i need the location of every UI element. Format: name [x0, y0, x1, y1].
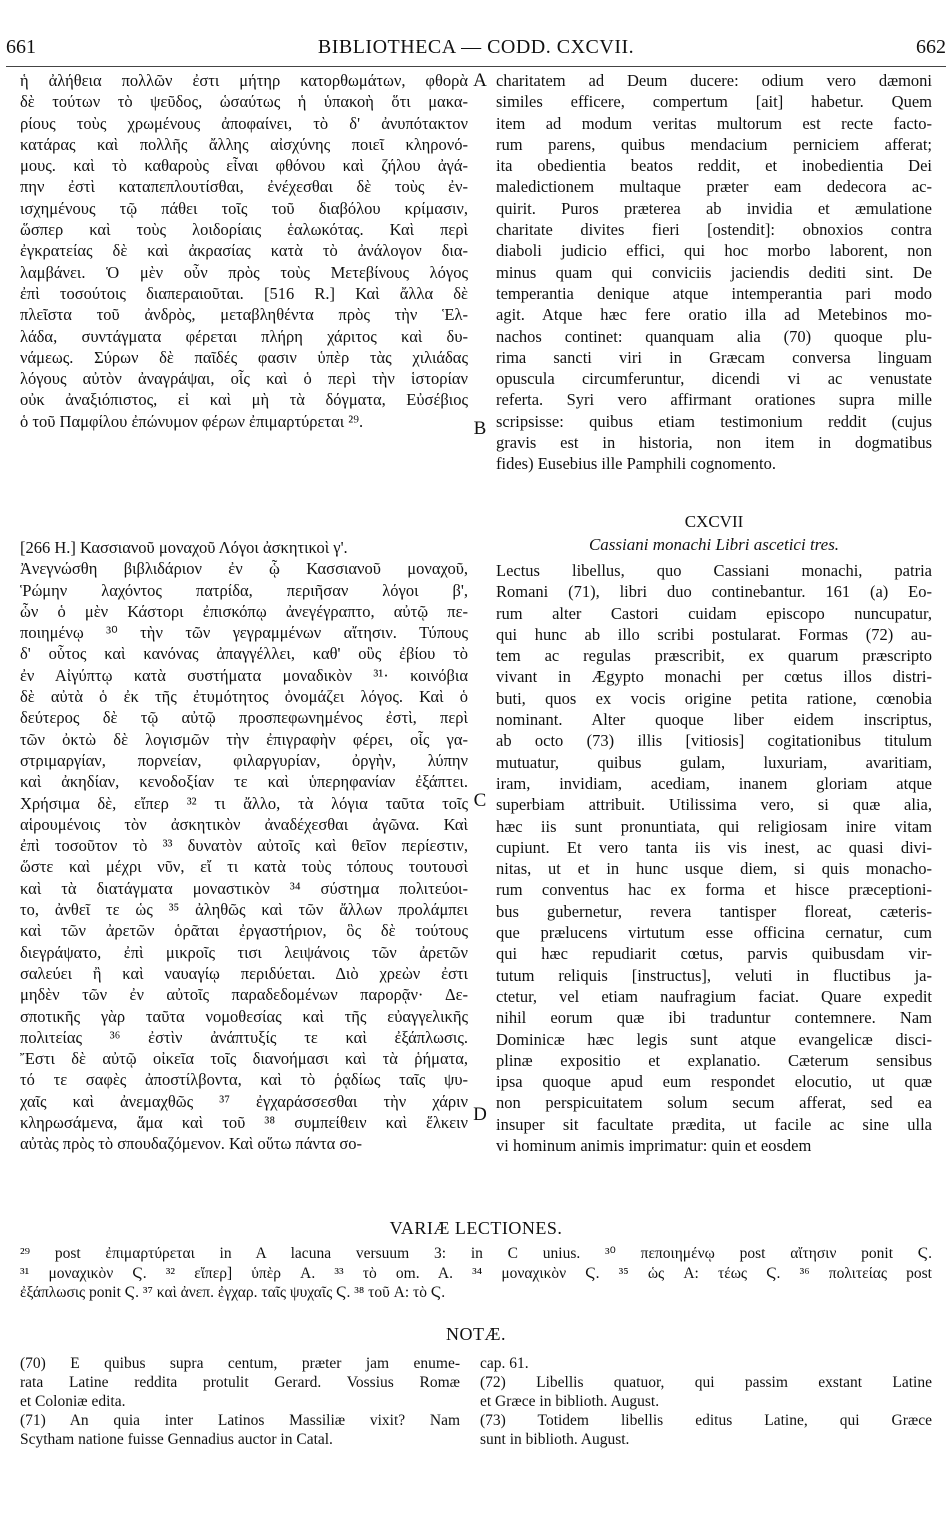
greek-text-line: ὥστε καὶ μέχρι νῦν, εἴ τι κατὰ τοὺς τόπους τουτουσὶ	[20, 857, 468, 877]
greek-text-line: μους. καὶ τὸ καθαροὺς εἶναι φθόνου καὶ ζήλου ἀγά-	[20, 156, 468, 176]
running-header	[6, 36, 946, 64]
latin-text-line: quirit. Puros præterea ab invidia et æmulatione	[496, 198, 932, 218]
latin-text-line: agit. Atque hæc fere oratio illa ad Metebinos mo-	[496, 305, 932, 325]
greek-text-line: διεγράψατο, ἐπὶ μικροῖς τισι λειψάνοις τῶν ἀρετῶν	[20, 942, 468, 962]
latin-text-line: ab octo (73) illis [vitiosis] cogitationibus titulum	[496, 731, 932, 751]
note-line: (71) An quia inter Latinos Massiliæ vixit? Nam	[20, 1412, 460, 1429]
left-page-number: 661	[6, 36, 36, 58]
note-line: (70) E quibus supra centum, præter jam enume-	[20, 1355, 460, 1372]
latin-text-line: nitas, ut et in hunc usque diem, si quis monacho-	[496, 859, 932, 879]
variant-reading-line: ²⁹ post ἐπιμαρτύρεται in A lacuna versuum 3: in C unius. ³⁰ πεποιημένῳ post αἴτησιν ponit Ϛ.	[20, 1245, 932, 1262]
greek-text-line: ἡ ἀλήθεια πολλῶν ἐστι μήτηρ κατορθωμάτων, φθορὰ	[20, 71, 468, 90]
latin-text-line: insuper sit facultate prædita, ut facile ac sine ulla	[496, 1114, 932, 1134]
latin-text-line: ipsa quoque apud eum respondet elocutio, ut quæ	[496, 1072, 932, 1092]
greek-text-line: πλεῖστα τοῦ ἀνδρὸς, μεταβληθέντα πρὸς τὴν Ἑλ-	[20, 305, 468, 325]
note-line: (73) Totidem libellis editus Latine, qui Græce	[480, 1412, 932, 1429]
latin-text-line: que prælucens virtutum esse officina cernatur, cum	[496, 923, 932, 943]
latin-text-line: diaboli judicio effici, qui hoc morbo laborent, non	[496, 241, 932, 261]
greek-text-line: δεύτερος δὲ τῷ αὐτῷ προσπεφωνημένος ἐστὶ, περὶ	[20, 708, 468, 728]
latin-text-line: similes efficere, compertum [ait] habetur. Quem	[496, 92, 932, 112]
variae-lectiones-title: VARIÆ LECTIONES.	[389, 1218, 563, 1238]
latin-column-bottom	[496, 560, 932, 1156]
greek-text-line: σποτικῆς γὰρ ταῦτα νομοθεσίας καὶ τῆς εὐαγγελικῆς	[20, 1006, 468, 1026]
running-title: BIBLIOTHECA — CODD. CXCVII.	[317, 36, 635, 58]
margin-letter-c: C	[473, 790, 487, 811]
greek-text-line: αὐτὰς πρὸς τὸ σπουδαζόμενον. Καὶ οὕτω πάντα σο-	[20, 1134, 362, 1154]
greek-text-line: ἐγκρατείας δὲ καὶ ἀκρασίας κατὰ τὸ ἀνάλογον δια-	[20, 241, 468, 261]
latin-text-line: hæc iis sunt pronuntiata, qui religiosam inire vitam	[496, 816, 932, 836]
greek-text-line: λαμβάνει. Ὁ μὲν οὖν πρὸς τοὺς Μετεβίνους λόγος	[20, 262, 468, 282]
latin-text-line: minus quam qui conviciis jaciendis dediti sint. De	[496, 262, 932, 282]
latin-text-line: opuscula circumferuntur, dicendi vi ac venustate	[496, 369, 932, 389]
latin-text-line: nominant. Alter quoque liber eidem inscriptus,	[496, 710, 932, 730]
latin-text-line: charitatem ad Deum ducere: odium vero dæmoni	[496, 71, 932, 90]
greek-text-line: ὁ τοῦ Παμφίλου ἐπώνυμον φέρων ἐπιμαρτύρεται ²⁹.	[20, 411, 364, 431]
greek-text-line: πην ἐστὶ καταπεπλουτίσθαι, ἐνέχεσθαι δὲ τοὺς ἐν-	[20, 177, 468, 197]
header-rule	[6, 66, 946, 67]
greek-text-line: τῶν ὀκτὼ δὲ λογισμῶν τὴν ἐπιγραφὴν φέρει, οἷς γα-	[20, 729, 468, 749]
greek-text-line: στριμαργίαν, πορνείαν, φιλαργυρίαν, ὀργὴν, λύπην	[20, 750, 468, 770]
latin-text-line: buti, quos ex vocis origine petita ratione, cœnobia	[496, 688, 932, 708]
note-line: et Coloniæ edita.	[20, 1393, 126, 1410]
latin-text-line: rima sancti viri in Græcam conversa linguam	[496, 347, 932, 367]
section-number: CXCVII	[684, 512, 744, 531]
note-line: rata Latine reddita protulit Gerard. Vossius Romæ	[20, 1374, 460, 1391]
greek-text-line: το, ἀνθεῖ τε ὡς ³⁵ ἀληθῶς καὶ τῶν ἄλλων προλάμπει	[20, 900, 468, 920]
greek-text-line: καὶ τῶν ἀρετῶν ὁρᾶται ἐργαστήριον, ὃς δὲ τούτους	[20, 921, 468, 941]
greek-text-line: τό τε σαφὲς ἀποστίλβοντα, καὶ τὸ ῥᾳδίως ταῖς ψυ-	[20, 1070, 468, 1090]
greek-text-line: ὥσπερ καὶ τοὺς λοιδορίαις ἑαλωκότας. Καὶ περὶ	[20, 220, 468, 240]
latin-text-line: Romani (71), libri duo continebantur. 161 (a) Eo-	[496, 582, 932, 602]
greek-text-line: λάδα, συντάγματα φέρεται πλήρη χάριτος καὶ δυ-	[20, 326, 468, 346]
latin-text-line: tem ac regulas præscribit, ex quarum præscripto	[496, 646, 932, 666]
note-line: sunt in biblioth. August.	[480, 1431, 630, 1448]
latin-text-line: ita obedientia beatos reddit, et inobedientia Dei	[496, 156, 932, 176]
greek-text-line: Ῥώμην λαχόντος πατρίδα, περιῆσαν λόγοι β',	[20, 580, 468, 600]
latin-text-line: temperantia denique atque intemperantia pari modo	[496, 283, 932, 303]
greek-text-line: καὶ τὰ διατάγματα μοναστικὸν ³⁴ σύστημα πολιτεύοι-	[20, 878, 468, 898]
latin-column-top	[496, 70, 932, 475]
latin-text-line: fides) Eusebius ille Pamphili cognomento.	[496, 454, 777, 474]
latin-text-line: non perspicuitatem solum secum afferat, sed ea	[496, 1093, 932, 1113]
greek-text-line: ποιημένῳ ³⁰ τὴν τῶν γεγραμμένων αἴτησιν. Τύπους	[20, 623, 468, 643]
greek-text-line: αἱρουμένοις τὸν ἀσκητικὸν ἀναδέχεσθαι ἀγῶνα. Καὶ	[20, 814, 468, 834]
latin-text-line: plinæ expositio et explanatio. Cæterum sensibus	[496, 1050, 932, 1070]
latin-text-line: cupiunt. Et vero tanta iis vis inest, ac quasi divi-	[496, 837, 932, 857]
notae-title: NOTÆ.	[446, 1324, 506, 1344]
right-page-number: 662	[916, 36, 946, 58]
variant-reading-line: ἐξάπλωσις ponit Ϛ. ³⁷ καὶ ἀνεπ. ἐγχαρ. ταῖς ψυχαῖς Ϛ. ³⁸ τοῦ A: τὸ Ϛ.	[20, 1284, 446, 1301]
greek-text-line: ισχημένους τῷ πάθει τοῖς τοῦ διαβόλου κρίμασιν,	[20, 198, 468, 218]
latin-text-line: maledictionem multaque præter eam dedecora ac-	[496, 177, 932, 197]
margin-letter-d: D	[473, 1104, 487, 1125]
greek-text-line: δ' οὗτος καὶ κανόνας ἀπαγγέλλει, καθ' οὓς ἐβίου τὸ	[20, 644, 468, 664]
latin-text-line: item ad modum veritas multorum est recte facto-	[496, 113, 932, 133]
margin-letter-a: A	[473, 70, 487, 91]
latin-text-line: nihil eorum quæ ibi traduntur contemnere. Nam	[496, 1008, 932, 1028]
latin-text-line: tutum reliquis [instructus], veluti in fluctibus ja-	[496, 965, 932, 985]
variant-reading-line: ³¹ μοναχικὸν Ϛ. ³² εἴπερ] ὑπὲρ A. ³³ τὸ om. A. ³⁴ μοναχικὸν Ϛ. ³⁵ ὡς A: τέως Ϛ. ³⁶ πολιτείας post	[20, 1264, 932, 1282]
latin-text-line: bus gubernetur, revera tantisper floreat, cæteris-	[496, 901, 932, 921]
note-line: (72) Libellis quatuor, qui passim exstant Latine	[480, 1374, 932, 1391]
greek-text-line: Ἀνεγνώσθη βιβλιδάριον ἐν ᾧ Κασσιανοῦ μοναχοῦ,	[20, 559, 468, 579]
latin-text-line: rum conventus hac ex forma et hisce præceptioni-	[496, 880, 932, 900]
latin-text-line: charitate divites fieri [ostendit]: obnoxios contra	[496, 220, 932, 240]
latin-text-line: rum alter Castori cuidam episcopo nuncupatur,	[496, 603, 932, 623]
greek-text-line: χαῖς καὶ ἀνεμαχθῶς ³⁷ ἐγχαράσσεσθαι τὴν χάριν	[20, 1091, 468, 1111]
notes-right-column	[480, 1354, 932, 1449]
greek-text-line: ρίους τοὺς χρωμένους ἀποφαίνει, τὸ δ' ἀνυπότακτον	[20, 113, 468, 133]
greek-text-line: δὲ τούτων τὸ ψεῦδος, ὡσαύτως ἡ ὑπακοὴ ὅτι μακα-	[20, 92, 468, 112]
greek-text-line: κληρωσάμενα, ἅμα καὶ τοῦ ³⁸ συμπείθειν καὶ ἕλκειν	[20, 1113, 468, 1133]
latin-text-line: nachos continet: quanquam alia (70) quoque plu-	[496, 326, 932, 346]
latin-text-line: vivant in Ægypto monachi per cœtus illos distri-	[496, 667, 932, 687]
latin-text-line: vi hominum animis imprimatur: quin et eosdem	[496, 1136, 812, 1156]
greek-text-line: Χρήσιμα δὲ, εἴπερ ³² τι ἄλλο, τὰ λόγια ταῦτα τοῖς	[20, 793, 468, 813]
latin-text-line: scripsisse: quibus etiam testimonium reddit (cujus	[496, 411, 932, 431]
greek-text-line: ἐπὶ τοσοῦτον τὸ ³³ δυνατὸν αὐτοῖς καὶ θεῖον περίεστιν,	[20, 836, 468, 856]
margin-letter-b: B	[473, 418, 487, 439]
latin-text-line: qui hunc ab illo scribi postularat. Formas (72) au-	[496, 624, 932, 644]
latin-text-line: rum parens, quibus mendacium perniciem afferat;	[496, 134, 932, 154]
latin-text-line: referta. Syri vero affirmant orationes supra mille	[496, 390, 932, 410]
greek-text-line: πολιτείας ³⁶ ἐστὶν ἀνάπτυξίς τε καὶ ἐξάπλωσις.	[20, 1027, 468, 1047]
greek-text-line: σαλεύει ἢ καὶ ναυαγίῳ περιδύεται. Διὸ χρεὼν ἐστι	[20, 963, 468, 983]
latin-text-line: mutuatur, quibus gulam, luxuriam, avaritiam,	[496, 752, 932, 772]
greek-column-top	[20, 70, 468, 432]
greek-text-line: κατάρας καὶ πολλῆς ἄλλης αἰσχύνης ποιεῖ κληρονό-	[20, 134, 468, 154]
variae-lectiones	[20, 1244, 932, 1303]
greek-text-line: ἐπὶ τοσούτοις διαπεραιοῦται. [516 R.] Καὶ ἄλλα δὲ	[20, 283, 468, 303]
note-line: Scytham natione fuisse Gennadius auctor in Catal.	[20, 1431, 333, 1448]
section-title: Cassiani monachi Libri ascetici tres.	[588, 535, 840, 554]
notes-left-column	[20, 1354, 460, 1449]
greek-text-line: καὶ ἀκηδίαν, κενοδοξίαν τε καὶ ὑπερηφανίαν ἐξάπτει.	[20, 772, 468, 792]
greek-text-line: μηδὲν τῶν ἐν αὐτοῖς παραδεδομένων παρορᾷν· Δε-	[20, 985, 468, 1005]
latin-text-line: ctetur, vel etiam naufragium faciat. Quare expedit	[496, 986, 932, 1006]
greek-text-line: ἐν Αἰγύπτῳ κατὰ συστήματα μοναδικὸν ³¹· κοινόβια	[20, 665, 468, 685]
note-line: cap. 61.	[480, 1355, 529, 1372]
latin-text-line: Lectus libellus, quo Cassiani monachi, patria	[496, 561, 932, 580]
greek-text-line: Ἔστι δὲ αὐτῷ οἰκεῖα τοῖς διανοήμασι καὶ τὰ ῥήματα,	[20, 1049, 468, 1069]
greek-text-line: ὧν ὁ μὲν Κάστορι ἐπισκόπῳ ἀνεγέγραπτο, αὐτῷ πε-	[20, 601, 468, 621]
latin-text-line: superbiam attribuit. Utilissima vero, si quæ alia,	[496, 795, 932, 815]
greek-text-line: λόγους αὐτὸν ἀναγράψαι, οἷς καὶ ὁ περὶ τὴν ἱστορίαν	[20, 369, 468, 389]
greek-text-line: [266 H.] Κασσιανοῦ μοναχοῦ Λόγοι ἀσκητικοὶ γ'.	[20, 538, 348, 557]
latin-text-line: qui hæc repudiarit cœtus, parvis quibusdam vir-	[496, 944, 932, 964]
note-line: et Græce in biblioth. August.	[480, 1393, 660, 1410]
greek-text-line: δὲ αὐτὰ ὁ ἐκ τῆς ἐτυμότητος ὀνομάζει λόγος. Καὶ ὁ	[20, 687, 468, 707]
latin-text-line: iram, invidiam, acediam, inanem gloriam atque	[496, 773, 932, 793]
greek-column-bottom	[20, 537, 468, 1155]
latin-text-line: Dominicæ hæc legis sunt atque evangelicæ disci-	[496, 1029, 932, 1049]
greek-text-line: νάμεως. Σύρων δὲ παῖδές φασιν ὑπὲρ τὰς χιλιάδας	[20, 347, 468, 367]
greek-text-line: οὐκ ἀναξιόπιστος, εἰ καὶ μὴ τὰ δόγματα, Εὐσέβιος	[20, 390, 468, 410]
latin-text-line: gravis est in historia, non item in dogmatibus	[496, 433, 932, 453]
